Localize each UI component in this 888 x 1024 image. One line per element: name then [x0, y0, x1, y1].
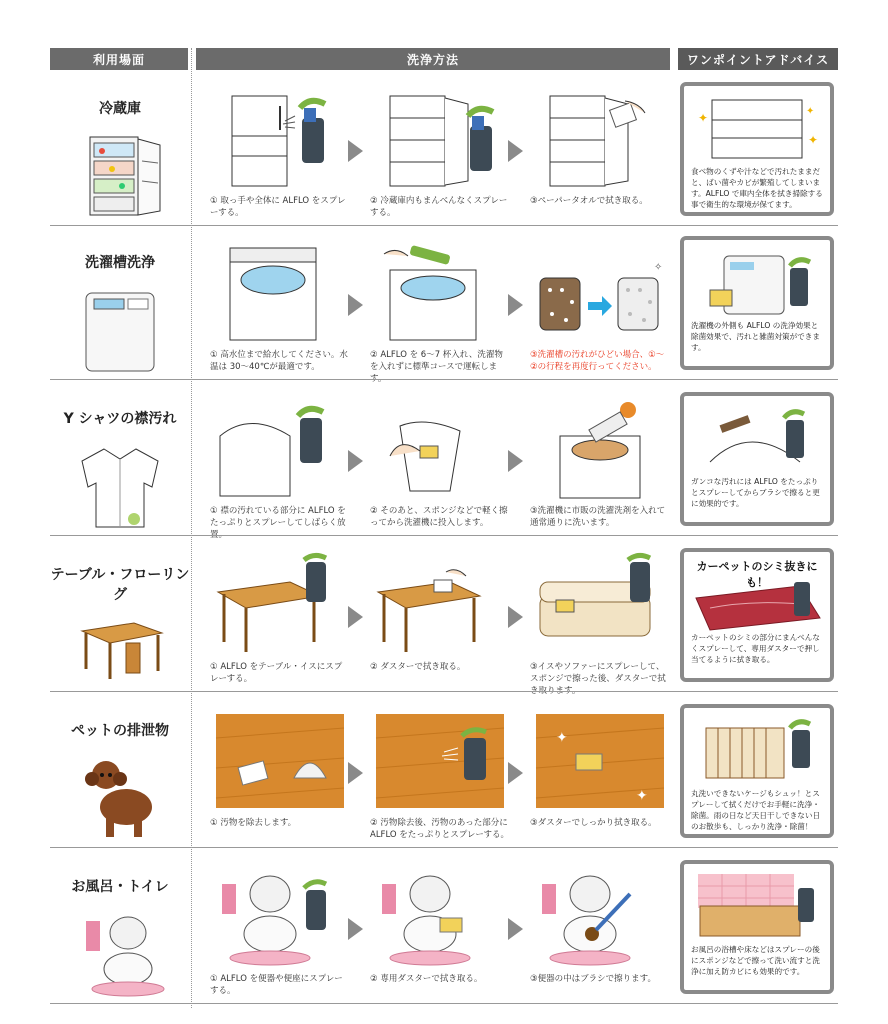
step-caption: ① 高水位まで給水してください。水温は 30〜40℃が最適です。 — [210, 350, 348, 372]
advice-box — [680, 548, 834, 682]
step-3 — [530, 240, 670, 373]
arrow-icon — [348, 450, 363, 472]
brush-collar-icon — [690, 402, 824, 472]
svg-text:✧: ✧ — [654, 262, 663, 273]
row-refrigerator — [50, 76, 838, 226]
row-divider — [50, 379, 838, 380]
arrow-icon — [348, 606, 363, 628]
step-3 — [530, 396, 670, 529]
step-caption: ② 汚物除去後、汚物のあった部分に ALFLO をたっぷりとスプレーする。 — [370, 818, 510, 840]
advice-text: カーペットのシミの部分にまんべんなくスプレーして、専用ダスターで押し当てるように拭き取る。 — [691, 633, 820, 664]
arrow-icon — [348, 294, 363, 316]
arrow-icon — [508, 450, 523, 472]
scene-title: 冷蔵庫 — [99, 101, 141, 117]
scene-title: 洗濯槽洗浄 — [85, 255, 155, 271]
scene-title: Y シャツの襟汚れ — [63, 411, 177, 427]
advice-text: 丸洗いできないケージもシュッ！とスプレーして拭くだけでお手軽に洗浄・除菌。雨の日など天日干しできない日のお散歩も、しっかり洗浄・除菌！ — [691, 789, 821, 831]
step-caption: ① 汚物を除去します。 — [210, 818, 297, 828]
row-divider — [50, 691, 838, 692]
step-caption: ② ALFLO を 6〜7 杯入れ、洗濯物を入れずに標準コースで運転します。 — [370, 350, 503, 384]
step-2 — [370, 396, 510, 529]
floor-spray-icon — [370, 708, 510, 813]
step-caption: ③ダスターでしっかり拭き取る。 — [530, 818, 657, 828]
arrow-icon — [508, 606, 523, 628]
spray-fridge-inside-icon — [370, 86, 510, 191]
advice-box — [680, 860, 834, 994]
step-3 — [530, 86, 670, 207]
wipe-toilet-icon — [370, 864, 510, 969]
header-scene: 利用場面 — [50, 48, 188, 70]
scene-title: お風呂・トイレ — [71, 879, 169, 895]
step-1 — [210, 86, 350, 219]
arrow-icon — [348, 918, 363, 940]
washer-water-icon — [210, 240, 350, 345]
step-1 — [210, 240, 350, 373]
scene-title: テーブル・フローリング — [50, 567, 190, 603]
step-2 — [370, 864, 510, 985]
svg-text:✦: ✦ — [636, 788, 648, 804]
svg-text:✦: ✦ — [806, 106, 815, 117]
row-divider — [50, 1003, 838, 1004]
washing-machine-icon — [72, 285, 168, 373]
floor-wipe-icon — [530, 708, 670, 813]
row-divider — [50, 847, 838, 848]
row-washing-machine — [50, 230, 838, 384]
step-caption: ② ダスターで拭き取る。 — [370, 662, 466, 672]
step-caption: ① ALFLO をテーブル・イスにスプレーする。 — [210, 662, 343, 684]
step-2 — [370, 86, 510, 219]
step-1 — [210, 864, 350, 997]
pet-cage-icon — [690, 714, 824, 784]
step-caption: ③洗濯機に市販の洗濯洗剤を入れて通常通りに洗います。 — [530, 506, 666, 528]
row-divider — [50, 535, 838, 536]
step-2 — [370, 552, 510, 673]
advice-text: 食べ物のくずや汁などで汚れたままだと、ばい菌やカビが繁殖してしまいます。ALFLO で庫内全体を拭き掃除する事で衛生的な環境が保てます。 — [691, 167, 823, 209]
step-caption: ② 冷蔵庫内もまんべんなくスプレーする。 — [370, 196, 508, 218]
toilet-icon — [72, 909, 168, 997]
scrub-collar-icon — [370, 396, 510, 501]
brush-toilet-icon — [530, 864, 670, 969]
step-caption: ③洗濯槽の汚れがひどい場合、①〜②の行程を再度行ってください。 — [530, 350, 665, 372]
step-1 — [210, 552, 350, 685]
step-3 — [530, 864, 670, 985]
drum-before-after-icon — [530, 240, 670, 345]
wipe-table-icon — [370, 552, 510, 657]
scene-title: ペットの排泄物 — [71, 723, 169, 739]
step-1 — [210, 396, 350, 541]
advice-text: 洗濯機の外側も ALFLO の洗浄効果と除菌効果で、汚れと雑菌対策ができます。 — [691, 321, 820, 352]
washer-detergent-icon — [530, 396, 670, 501]
row-pet-waste — [50, 698, 838, 848]
step-caption: ① ALFLO を便器や便座にスプレーする。 — [210, 974, 343, 996]
step-caption: ③イスやソファーにスプレーして、スポンジで擦った後、ダスターで拭き取ります。 — [530, 662, 666, 696]
row-table-flooring — [50, 542, 838, 696]
dog-icon — [72, 753, 168, 841]
advice-text: お風呂の浴槽や床などはスプレーの後にスポンジなどで擦って洗い流すと洗浄に加え防カビにも効果的です。 — [691, 945, 820, 976]
step-caption: ① 襟の汚れている部分に ALFLO をたっぷりとスプレーしてしばらく放置。 — [210, 506, 346, 540]
step-caption: ③便器の中はブラシで擦ります。 — [530, 974, 656, 984]
step-caption: ③ペーパータオルで拭き取る。 — [530, 196, 648, 206]
step-caption: ② そのあと、スポンジなどで軽く擦ってから洗濯機に投入します。 — [370, 506, 508, 528]
arrow-icon — [508, 762, 523, 784]
shirt-icon — [72, 441, 168, 529]
header-advice: ワンポイントアドバイス — [678, 48, 838, 70]
step-1 — [210, 708, 350, 829]
step-3 — [530, 552, 670, 697]
step-2 — [370, 708, 510, 841]
floor-waste-icon — [210, 708, 350, 813]
refrigerator-icon — [72, 131, 168, 219]
arrow-icon — [508, 140, 523, 162]
washer-spray-icon — [690, 246, 824, 316]
carpet-spray-icon — [690, 578, 824, 632]
step-3 — [530, 708, 670, 829]
svg-text:✦: ✦ — [556, 730, 568, 746]
header-method: 洗浄方法 — [196, 48, 670, 70]
wipe-fridge-icon — [530, 86, 670, 191]
advice-box — [680, 82, 834, 216]
advice-text: ガンコな汚れには ALFLO をたっぷりとスプレーしてからブラシで擦ると更に効果的です。 — [691, 477, 820, 508]
advice-box — [680, 392, 834, 526]
row-shirt-collar — [50, 386, 838, 540]
bathtub-icon — [690, 870, 824, 940]
spray-sofa-icon — [530, 552, 670, 657]
arrow-icon — [508, 918, 523, 940]
shelf-sparkle-icon — [690, 92, 824, 162]
row-bath-toilet — [50, 854, 838, 1004]
arrow-icon — [348, 762, 363, 784]
advice-box — [680, 704, 834, 838]
arrow-icon — [348, 140, 363, 162]
advice-heading: カーペットのシミ抜きにも！ — [696, 560, 818, 589]
washer-pour-icon — [370, 240, 510, 345]
step-caption: ① 取っ手や全体に ALFLO をスプレーする。 — [210, 196, 346, 218]
advice-box — [680, 236, 834, 370]
step-caption: ② 専用ダスターで拭き取る。 — [370, 974, 483, 984]
spray-fridge-icon — [210, 86, 350, 191]
dining-table-icon — [72, 597, 168, 685]
arrow-icon — [508, 294, 523, 316]
row-divider — [50, 225, 838, 226]
spray-collar-icon — [210, 396, 350, 501]
spray-toilet-icon — [210, 864, 350, 969]
spray-table-icon — [210, 552, 350, 657]
svg-text:✦: ✦ — [698, 111, 709, 125]
svg-text:✦: ✦ — [808, 133, 819, 147]
step-2 — [370, 240, 510, 385]
